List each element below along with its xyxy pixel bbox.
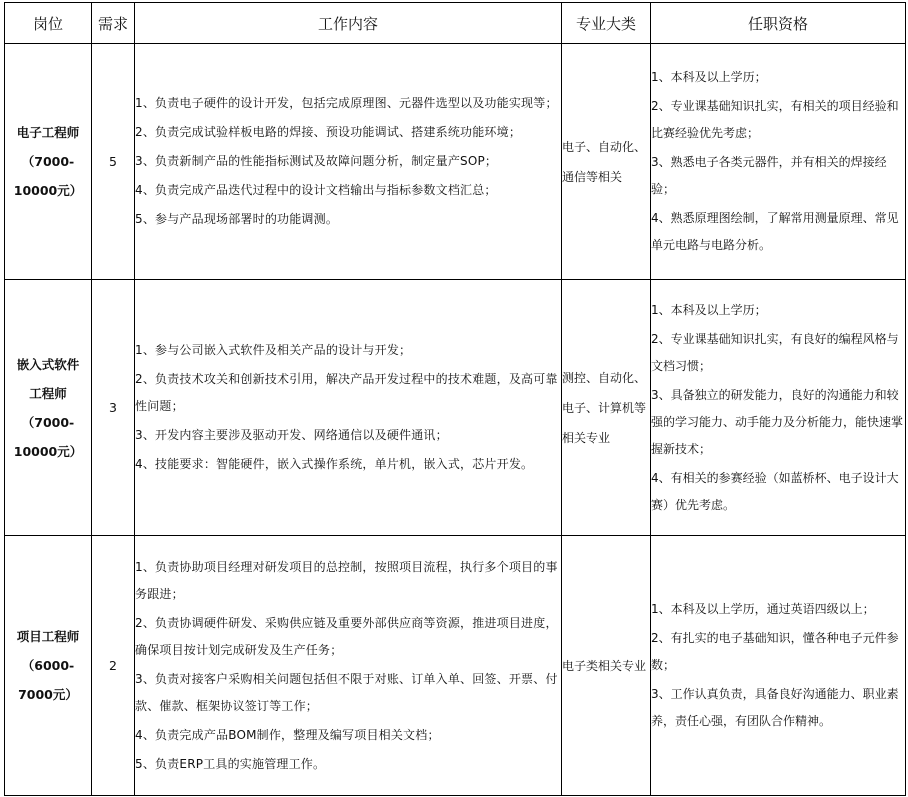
duty-item: 2、负责技术攻关和创新技术引用，解决产品开发过程中的技术难题，及高可靠性问题； [135,372,558,413]
position-title: 工程师 [29,385,67,401]
count-cell: 5 [92,44,135,280]
position-salary-line: 7000元） [18,687,78,702]
duty-item: 2、负责完成试验样板电路的焊接、预设功能调试、搭建系统功能环境； [135,125,522,139]
table-row [5,280,906,536]
qualifications-cell [651,44,906,280]
qualification-item: 4、熟悉原理图绘制，了解常用测量原理、常见单元电路与电路分析。 [651,211,899,252]
position-salary-line: （7000- [21,414,75,430]
qualification-item: 1、本科及以上学历； [651,302,767,317]
duties-cell [135,44,562,280]
duties-cell [135,536,562,796]
job-requirements-table [4,2,906,796]
major-cell: 测控、自动化、电子、计算机等相关专业 [562,280,651,536]
table-row [5,536,906,796]
duty-item: 5、负责ERP工具的实施管理工作。 [135,756,326,771]
duty-item: 4、负责完成产品BOM制作，整理及编写项目相关文档； [135,727,440,742]
duties-cell [135,280,562,536]
duty-item: 3、负责新制产品的性能指标测试及故障问题分析，制定量产SOP； [135,154,498,168]
position-cell [5,536,92,796]
qualification-item: 1、本科及以上学历； [651,70,767,84]
qualification-item: 3、具备独立的研发能力，良好的沟通能力和较强的学习能力、动手能力及分析能力，能快速掌握新技术； [651,387,904,456]
duty-item: 4、负责完成产品迭代过程中的设计文档输出与指标参数文档汇总； [135,183,497,197]
duty-item: 1、参与公司嵌入式软件及相关产品的设计与开发； [135,343,412,357]
header-count: 需求 [92,3,135,44]
position-cell [5,44,92,280]
qualification-item: 3、工作认真负责，具备良好沟通能力、职业素养，责任心强，有团队合作精神。 [651,687,899,728]
duty-item: 3、负责对接客户采购相关问题包括但不限于对账、订单入单、回签、开票、付款、催款、框架协议签订等工作； [135,671,558,713]
duty-item: 1、负责电子硬件的设计开发，包括完成原理图、元器件选型以及功能实现等； [135,96,558,110]
table-row [5,44,906,280]
major-cell: 电子、自动化、通信等相关 [562,44,651,280]
header-position: 岗位 [5,3,92,44]
position-title: 项目工程师 [16,629,80,644]
duty-item: 3、开发内容主要涉及驱动开发、网络通信以及硬件通讯； [135,428,448,442]
header-duties: 工作内容 [135,3,562,44]
major-cell: 电子类相关专业 [562,536,651,796]
count-cell: 3 [92,280,135,536]
qualification-item: 2、有扎实的电子基础知识，懂各种电子元件参数； [651,631,899,672]
position-title: 嵌入式软件 [16,356,80,372]
position-title: 电子工程师 [16,125,80,140]
position-salary-line: （7000- [21,154,75,169]
qualification-item: 3、熟悉电子各类元器件，并有相关的焊接经验； [651,155,887,196]
qualification-item: 2、专业课基础知识扎实，有良好的编程风格与文档习惯； [651,331,899,373]
qualifications-cell [651,536,906,796]
duty-item: 5、参与产品现场部署时的功能调测。 [135,212,339,226]
count-cell: 2 [92,536,135,796]
qualification-item: 1、本科及以上学历，通过英语四级以上； [651,602,875,616]
position-cell [5,280,92,536]
duty-item: 2、负责协调硬件研发、采购供应链及重要外部供应商等资源，推进项目进度，确保项目按计划完成研发及生产任务； [135,615,558,657]
position-salary-line: 10000元） [13,443,83,459]
duty-item: 4、技能要求：智能硬件，嵌入式操作系统，单片机，嵌入式，芯片开发。 [135,457,534,471]
position-salary-line: （6000- [21,658,75,673]
qualification-item: 4、有相关的参赛经验（如蓝桥杯、电子设计大赛）优先考虑。 [651,470,899,512]
header-major: 专业大类 [562,3,651,44]
qualifications-cell [651,280,906,536]
position-salary-line: 10000元） [13,183,83,198]
header-row [5,3,906,44]
qualification-item: 2、专业课基础知识扎实，有相关的项目经验和比赛经验优先考虑； [651,99,899,140]
duty-item: 1、负责协助项目经理对研发项目的总控制，按照项目流程，执行多个项目的事务跟进； [135,559,558,601]
header-qualifications: 任职资格 [651,3,906,44]
